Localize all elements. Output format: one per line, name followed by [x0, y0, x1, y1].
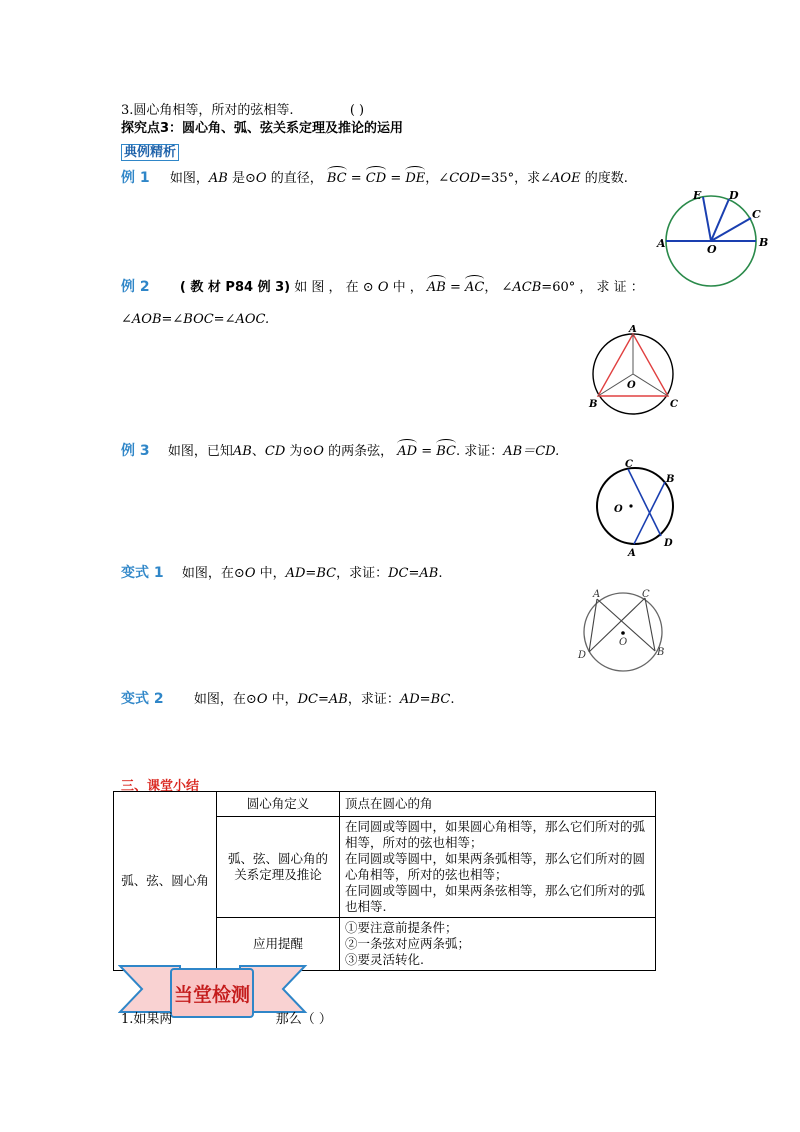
- question-1-end: 那么（ ）: [275, 1012, 332, 1027]
- example-1: [121, 166, 628, 187]
- question-1: [121, 1012, 332, 1028]
- point-d-label: D: [578, 650, 587, 661]
- example-1-text-2: 是⊙: [227, 171, 256, 186]
- section-heading: 探究点3：圆心角、弧、弦关系定理及推论的运用: [121, 121, 404, 136]
- row-1-value: 顶点在圆心的角: [340, 792, 656, 817]
- center-dot: [629, 504, 632, 507]
- point-a-label: A: [593, 589, 601, 600]
- example-2-text-4: =60° ， 求 证 ：: [541, 280, 644, 295]
- example-3-text-1: 如图，已知: [167, 444, 233, 459]
- var-o: O: [313, 444, 324, 459]
- banner-title: 当堂检测: [173, 984, 250, 1006]
- variant-1: [121, 565, 442, 582]
- equals-sign: =: [350, 171, 362, 186]
- example-3-text-3: 为⊙: [285, 444, 314, 459]
- example-1-text-6: 的度数.: [580, 171, 628, 186]
- figure-example-1: [655, 185, 775, 290]
- point-o-label: O: [707, 243, 717, 256]
- row-3-key: 应用提醒: [217, 918, 340, 971]
- equals-sign: =: [390, 171, 402, 186]
- point-b-label: B: [657, 647, 665, 658]
- variant-1-text-2: 中，: [255, 566, 286, 581]
- example-1-text-3: 的直径，: [266, 171, 323, 186]
- example-2-source: ( 教 材 P84 例 3): [179, 280, 291, 295]
- chord-cd: [628, 469, 661, 536]
- variant-2-proof: AD=BC: [399, 692, 451, 707]
- variant-2: [121, 691, 454, 708]
- example-3-label: 例 3: [121, 443, 150, 459]
- point-c-label: C: [625, 459, 633, 470]
- point-a-label: A: [628, 548, 636, 559]
- variant-1-text-3: ，求证：: [336, 566, 389, 581]
- variant-1-label: 变式 1: [121, 565, 164, 581]
- variant-2-condition: DC=AB: [297, 692, 348, 707]
- point-d-label: D: [664, 538, 673, 549]
- example-1-text-4: ，∠: [425, 171, 450, 186]
- point-o-label: O: [619, 637, 628, 648]
- var-cod: COD: [449, 171, 481, 186]
- var-o: O: [244, 566, 256, 581]
- summary-table: [113, 791, 656, 971]
- var-ab: AB: [208, 171, 228, 186]
- point-c-label: C: [670, 399, 678, 410]
- chord-cd: [589, 598, 645, 652]
- point-b-label: B: [589, 399, 598, 410]
- example-3-text-4: 的两条弦，: [323, 444, 394, 459]
- point-c-label: C: [642, 589, 650, 600]
- variant-2-text-1: 如图，在⊙: [193, 692, 257, 707]
- variant-2-text-3: ，求证：: [347, 692, 400, 707]
- var-aoe: AOE: [551, 171, 581, 186]
- example-1-text-1: 如图，: [169, 171, 209, 186]
- arc-de: DE: [405, 166, 425, 187]
- arc-ad: AD: [397, 439, 417, 460]
- point-c-label: C: [752, 208, 761, 221]
- row-2-value: [340, 817, 656, 918]
- typical-examples-text: 典例精析: [121, 144, 179, 161]
- example-3-text-2: 、: [251, 444, 265, 459]
- example-2-text-1: 如 图 ， 在 ⊙: [294, 280, 374, 295]
- segment-oc: [633, 374, 668, 396]
- example-1-text-5: =35°，求∠: [480, 171, 552, 186]
- row-2-line: 在同圆或等圆中，如果两条弦相等，那么它们所对的弧也相等.: [345, 883, 646, 914]
- radius-oe: [703, 197, 711, 241]
- summary-heading: 三、课堂小结: [121, 779, 200, 794]
- example-2-text-3: ， ∠: [484, 280, 513, 295]
- variant-1-text-4: .: [438, 566, 443, 581]
- point-a-label: A: [657, 237, 666, 250]
- arc-bc: BC: [436, 439, 456, 460]
- point-e-label: E: [693, 189, 702, 202]
- figure-example-2: [585, 325, 685, 415]
- arc-ab: AB: [427, 275, 446, 296]
- example-1-label: 例 1: [121, 170, 150, 186]
- figure-variant-1: [575, 583, 675, 678]
- example-3: [121, 439, 559, 460]
- row-2-line: 在同圆或等圆中，如果圆心角相等，那么它们所对的弧相等，所对的弦也相等；: [345, 819, 646, 850]
- example-3-text-5: . 求证：: [456, 444, 504, 459]
- equals-sign: =: [449, 280, 461, 295]
- variant-2-text-2: 中，: [267, 692, 298, 707]
- var-ab: AB: [232, 444, 252, 459]
- arc-ac: AC: [465, 275, 484, 296]
- var-acb: ACB: [512, 280, 542, 295]
- center-dot: [621, 631, 625, 635]
- arc-cd: CD: [366, 166, 386, 187]
- example-2-claim: ∠AOB=∠BOC=∠AOC.: [121, 312, 270, 327]
- example-3-proof: AB＝CD.: [503, 444, 560, 459]
- row-3-line: ①要注意前提条件；: [345, 920, 458, 935]
- var-cd: CD: [264, 444, 286, 459]
- var-o: O: [377, 280, 389, 295]
- question-1-start: 1.如果两: [121, 1012, 173, 1027]
- example-2: [121, 275, 644, 296]
- variant-1-proof: DC=AB: [388, 566, 439, 581]
- arc-bc: BC: [327, 166, 347, 187]
- variant-2-label: 变式 2: [121, 691, 164, 707]
- row-3-value: [340, 918, 656, 971]
- table-row: [114, 792, 656, 817]
- row-3-line: ②一条弦对应两条弧；: [345, 936, 471, 951]
- variant-1-condition: AD=BC: [285, 566, 337, 581]
- row-2-line: 在同圆或等圆中，如果两条弧相等，那么它们所对的圆心角相等，所对的弦也相等；: [345, 851, 646, 882]
- question-3: [121, 103, 364, 119]
- variant-1-text-1: 如图，在⊙: [181, 566, 245, 581]
- variant-2-text-4: .: [450, 692, 455, 707]
- var-o: O: [256, 692, 268, 707]
- row-3-line: ③要灵活转化.: [345, 952, 424, 967]
- row-2-key: 弧、弦、圆心角的关系定理及推论: [217, 817, 340, 918]
- question-3-text: 3.圆心角相等，所对的弦相等.: [121, 103, 294, 118]
- point-d-label: D: [729, 189, 739, 202]
- row-1-key: 圆心角定义: [217, 792, 340, 817]
- circle: [597, 468, 673, 544]
- point-o-label: O: [627, 380, 636, 391]
- figure-example-3: [590, 455, 685, 560]
- point-a-label: A: [629, 325, 637, 335]
- point-b-label: B: [666, 474, 675, 485]
- var-o: O: [255, 171, 267, 186]
- example-2-text-2: 中 ，: [388, 280, 423, 295]
- point-o-label: O: [614, 504, 623, 515]
- question-3-paren: ( ): [349, 103, 365, 118]
- typical-examples-label: [121, 141, 179, 160]
- equals-sign: =: [421, 444, 433, 459]
- summary-topic: 弧、弦、圆心角: [114, 792, 217, 971]
- point-b-label: B: [759, 236, 769, 249]
- example-2-label: 例 2: [121, 279, 150, 295]
